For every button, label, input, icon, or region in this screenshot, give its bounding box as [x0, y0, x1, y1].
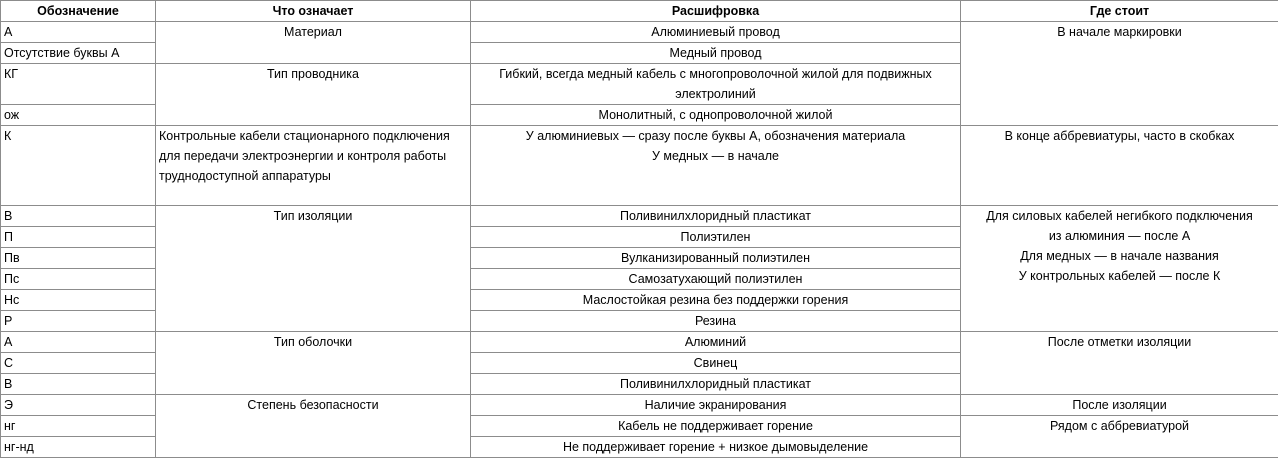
code-cell: К — [1, 126, 156, 206]
code-cell: нг-нд — [1, 437, 156, 458]
decoding-cell: Медный провод — [471, 43, 961, 64]
decoding-cell: Поливинилхлоридный пластикат — [471, 206, 961, 227]
code-cell: Нс — [1, 290, 156, 311]
location-cell: После изоляции — [961, 395, 1278, 416]
meaning-cell: Тип изоляции — [156, 206, 471, 332]
code-cell: А — [1, 332, 156, 353]
decoding-cell: Полиэтилен — [471, 227, 961, 248]
meaning-cell: Тип проводника — [156, 64, 471, 126]
code-cell: С — [1, 353, 156, 374]
code-cell: Э — [1, 395, 156, 416]
decoding-cell: Резина — [471, 311, 961, 332]
header-code: Обозначение — [1, 1, 156, 22]
code-cell: КГ — [1, 64, 156, 105]
code-cell: Пв — [1, 248, 156, 269]
header-meaning: Что означает — [156, 1, 471, 22]
meaning-cell: Контрольные кабели стационарного подключения для передачи электроэнергии и контроля работы труднодоступной аппаратуры — [156, 126, 471, 206]
decoding-cell: Гибкий, всегда медный кабель с многопроволочной жилой для подвижных электролиний — [471, 64, 961, 105]
code-cell: Отсутствие буквы А — [1, 43, 156, 64]
table-row — [1, 22, 1278, 43]
location-cell: В конце аббревиатуры, часто в скобках — [961, 126, 1278, 206]
code-cell: Пс — [1, 269, 156, 290]
decoding-cell: Самозатухающий полиэтилен — [471, 269, 961, 290]
decoding-line: У медных — в начале — [474, 146, 957, 166]
table-row — [1, 395, 1278, 416]
decoding-cell: Маслостойкая резина без поддержки горения — [471, 290, 961, 311]
location-cell: Рядом с аббревиатурой — [961, 416, 1278, 458]
decoding-cell: Вулканизированный полиэтилен — [471, 248, 961, 269]
code-cell: ож — [1, 105, 156, 126]
code-cell: В — [1, 374, 156, 395]
code-cell: П — [1, 227, 156, 248]
location-cell — [961, 206, 1278, 332]
code-cell: нг — [1, 416, 156, 437]
meaning-cell: Материал — [156, 22, 471, 64]
decoding-cell: Не поддерживает горение + низкое дымовыделение — [471, 437, 961, 458]
decoding-cell: Кабель не поддерживает горение — [471, 416, 961, 437]
location-line: У контрольных кабелей — после К — [964, 266, 1275, 286]
table-row — [1, 126, 1278, 206]
decoding-line: У алюминиевых — сразу после буквы А, обозначения материала — [474, 126, 957, 146]
table-row — [1, 206, 1278, 227]
location-line: Для силовых кабелей негибкого подключения — [964, 206, 1275, 226]
decoding-cell: Алюминий — [471, 332, 961, 353]
header-row — [1, 1, 1278, 22]
decoding-cell: Поливинилхлоридный пластикат — [471, 374, 961, 395]
meaning-cell: Тип оболочки — [156, 332, 471, 395]
header-location: Где стоит — [961, 1, 1278, 22]
location-cell: После отметки изоляции — [961, 332, 1278, 395]
decoding-cell: Монолитный, с однопроволочной жилой — [471, 105, 961, 126]
code-cell: В — [1, 206, 156, 227]
table-row — [1, 332, 1278, 353]
location-cell: В начале маркировки — [961, 22, 1278, 126]
decoding-cell: Алюминиевый провод — [471, 22, 961, 43]
code-cell: А — [1, 22, 156, 43]
decoding-cell — [471, 126, 961, 206]
code-cell: Р — [1, 311, 156, 332]
location-line: из алюминия — после А — [964, 226, 1275, 246]
decoding-cell: Наличие экранирования — [471, 395, 961, 416]
decoding-cell: Свинец — [471, 353, 961, 374]
meaning-cell: Степень безопасности — [156, 395, 471, 458]
header-decoding: Расшифровка — [471, 1, 961, 22]
location-line: Для медных — в начале названия — [964, 246, 1275, 266]
